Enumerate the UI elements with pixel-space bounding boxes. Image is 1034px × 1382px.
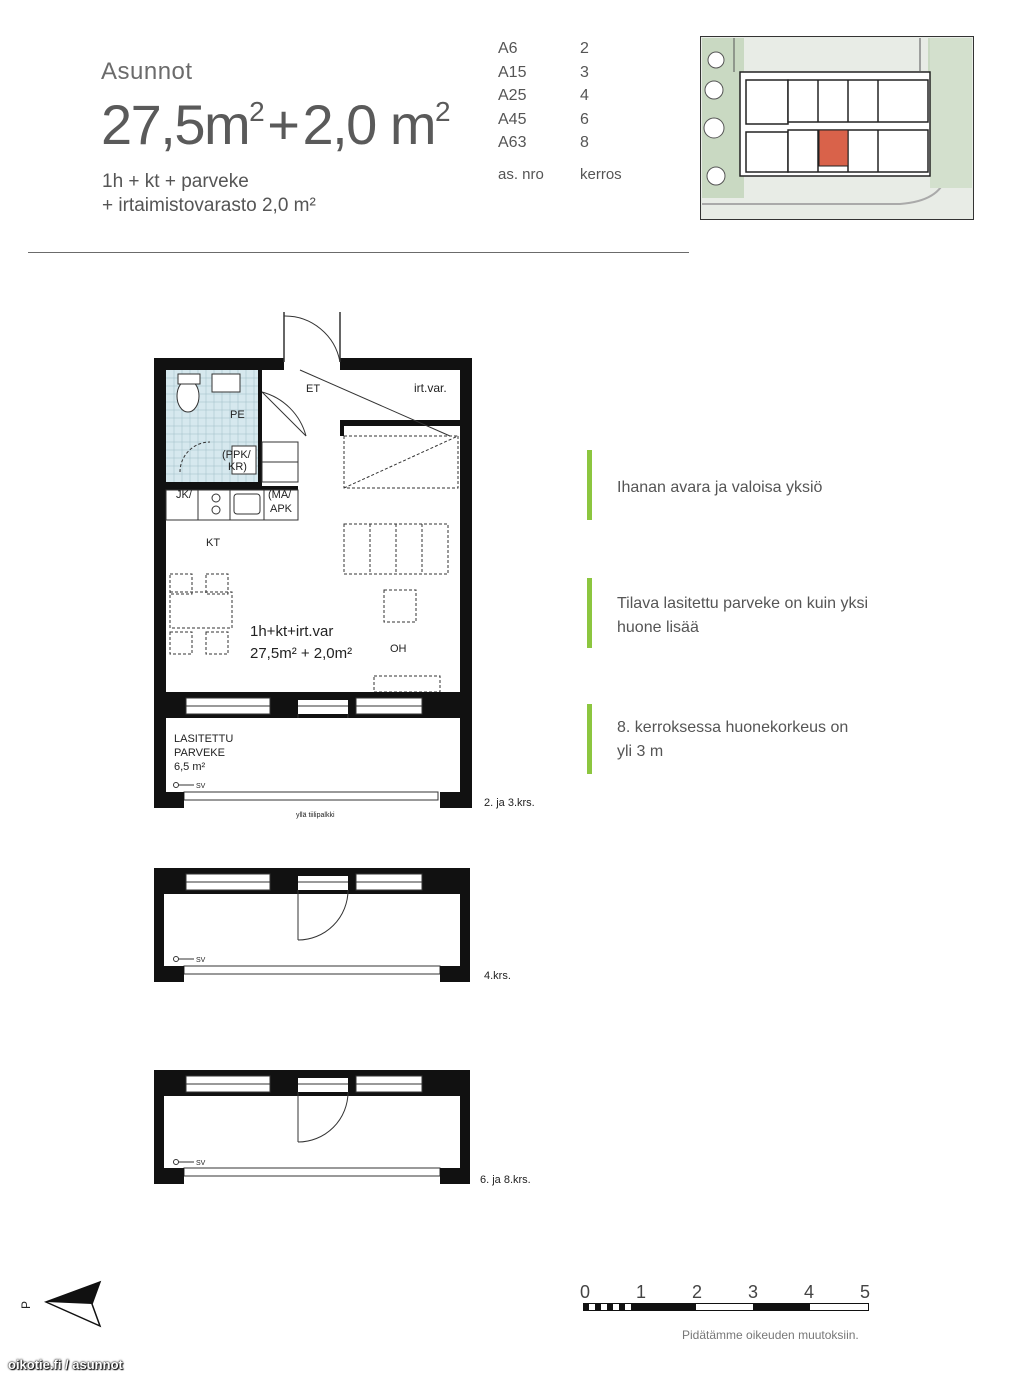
floor-label: 6. ja 8.krs. bbox=[480, 1174, 531, 1186]
unit-row bbox=[498, 64, 622, 88]
unit-row bbox=[498, 87, 622, 111]
section-label: Asunnot bbox=[101, 58, 193, 85]
label-beam: yllä tiilipalkki bbox=[296, 812, 335, 819]
label-balcony-1: LASITETTU bbox=[174, 733, 234, 745]
col-header-kerros: kerros bbox=[580, 165, 622, 183]
scale-tick: 3 bbox=[748, 1282, 759, 1302]
feature-accent-bar bbox=[587, 578, 592, 648]
label-ppk: (PPK/ bbox=[222, 449, 251, 461]
area-extra: 2,0 bbox=[302, 93, 376, 156]
floor-label: 2. ja 3.krs. bbox=[484, 797, 535, 809]
label-sv: SV bbox=[196, 783, 206, 790]
description-line-2: + irtaimistovarasto 2,0 m² bbox=[102, 195, 316, 216]
label-kitchen: KT bbox=[206, 537, 221, 549]
unit-number: A15 bbox=[498, 63, 527, 81]
balcony-plan-6-8 bbox=[150, 1066, 474, 1190]
unit-number: A63 bbox=[498, 134, 527, 151]
feature-text: 8. kerroksessa huonekorkeus on yli 3 m bbox=[617, 719, 849, 760]
scale-tick: 0 bbox=[580, 1282, 591, 1302]
north-arrow-icon bbox=[20, 1280, 110, 1330]
apartment-description bbox=[102, 170, 316, 218]
unit-number: A25 bbox=[498, 87, 527, 104]
label-sv: SV bbox=[196, 1160, 206, 1167]
area-extra-unit: m bbox=[389, 93, 436, 156]
feature-item bbox=[587, 578, 1007, 648]
unit-floor: 4 bbox=[580, 87, 589, 104]
area-main: 27,5 bbox=[101, 93, 204, 156]
label-unit-area: 27,5m² + 2,0m² bbox=[250, 645, 353, 662]
label-sv: SV bbox=[196, 957, 206, 964]
description-line-1: 1h + kt + parveke bbox=[102, 171, 249, 192]
unit-table-header bbox=[498, 166, 622, 190]
header-divider bbox=[28, 252, 689, 253]
apartment-area bbox=[101, 92, 449, 157]
feature-text: Tilava lasitettu parveke on kuin yksi huone lisää bbox=[617, 595, 869, 636]
scale-bar-graphic bbox=[583, 1303, 869, 1313]
site-map bbox=[700, 36, 974, 220]
unit-row bbox=[498, 134, 622, 158]
balcony-plan-4 bbox=[150, 864, 474, 988]
feature-accent-bar bbox=[587, 450, 592, 520]
disclaimer: Pidätämme oikeuden muutoksiin. bbox=[682, 1328, 859, 1342]
floor-label: 4.krs. bbox=[484, 970, 511, 982]
unit-number: A45 bbox=[498, 110, 527, 128]
unit-row bbox=[498, 40, 622, 64]
label-storage: irt.var. bbox=[414, 381, 447, 395]
unit-floor: 3 bbox=[580, 63, 589, 81]
scale-tick: 1 bbox=[636, 1282, 647, 1302]
unit-floor: 8 bbox=[580, 134, 589, 151]
label-kr: KR) bbox=[228, 461, 247, 473]
unit-floor: 2 bbox=[580, 40, 589, 57]
feature-text: Ihanan avara ja valoisa yksiö bbox=[617, 479, 823, 496]
area-extra-sup: 2 bbox=[435, 96, 450, 127]
label-bathroom: PE bbox=[230, 409, 245, 421]
unit-number: A6 bbox=[498, 40, 518, 57]
area-main-sup: 2 bbox=[249, 96, 264, 127]
feature-accent-bar bbox=[587, 704, 592, 774]
label-balcony-3: 6,5 m² bbox=[174, 761, 206, 773]
watermark: oikotie.fi / asunnot bbox=[8, 1357, 123, 1372]
highlighted-unit bbox=[819, 130, 848, 166]
area-main-unit: m bbox=[204, 93, 250, 156]
scale-tick: 5 bbox=[860, 1282, 871, 1302]
feature-item bbox=[587, 704, 1007, 774]
label-balcony-2: PARVEKE bbox=[174, 747, 225, 759]
label-unit-type: 1h+kt+irt.var bbox=[250, 623, 334, 640]
label-jk: JK/ bbox=[176, 489, 192, 501]
scale-tick: 4 bbox=[804, 1282, 815, 1302]
north-label: P bbox=[19, 1300, 34, 1310]
unit-row bbox=[498, 111, 622, 135]
unit-floor: 6 bbox=[580, 110, 589, 128]
col-header-nro: as. nro bbox=[498, 165, 544, 183]
floor-plan bbox=[140, 296, 490, 826]
label-entry: ET bbox=[306, 383, 321, 395]
unit-table bbox=[498, 40, 622, 189]
label-apk: APK bbox=[270, 503, 293, 515]
label-living-room: OH bbox=[390, 643, 407, 655]
label-ma: (MA/ bbox=[268, 489, 292, 501]
scale-tick: 2 bbox=[692, 1282, 703, 1302]
area-plus: + bbox=[267, 93, 299, 156]
feature-item bbox=[587, 450, 1007, 520]
